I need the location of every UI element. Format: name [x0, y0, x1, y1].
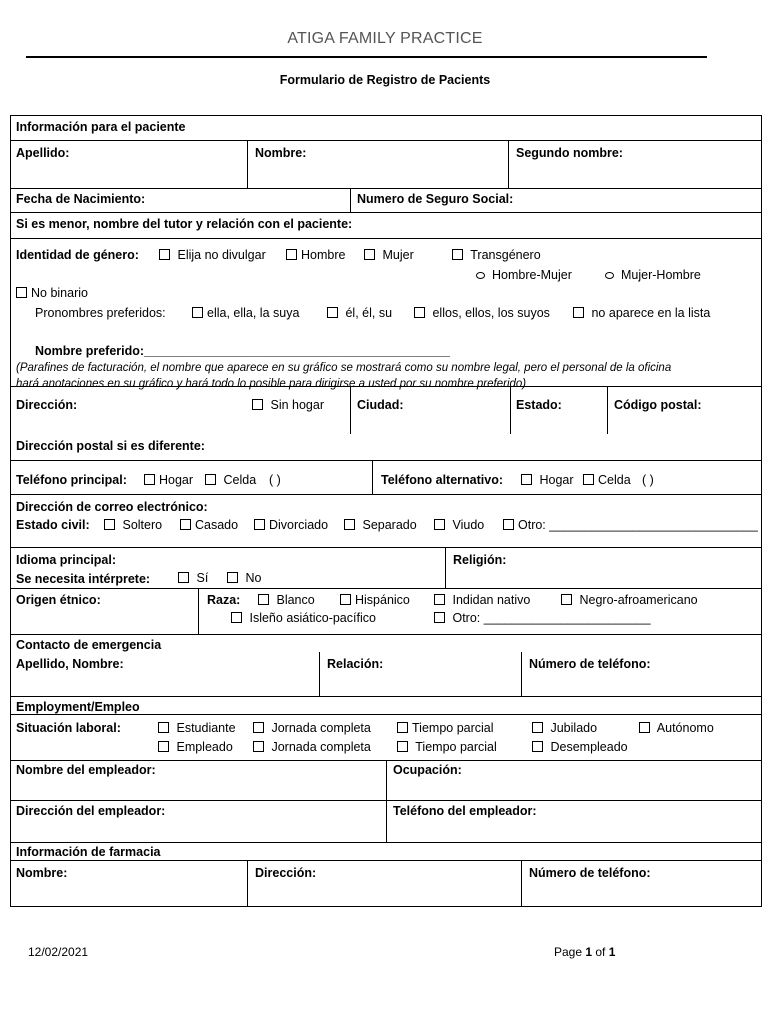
row-divider [11, 860, 761, 861]
col-divider [521, 652, 522, 696]
pharmacy-nombre-label: Nombre: [16, 866, 68, 880]
checkbox[interactable] [158, 722, 169, 733]
employment-option[interactable]: Jornada completa [253, 720, 371, 736]
checkbox[interactable] [227, 572, 238, 583]
col-divider [247, 860, 248, 906]
civil-option[interactable]: Separado [344, 517, 417, 533]
sin-hogar-option[interactable]: Sin hogar [252, 397, 324, 413]
radio[interactable] [476, 272, 485, 279]
telefono-empleador-label: Teléfono del empleador: [393, 804, 537, 818]
checkbox[interactable] [159, 249, 170, 260]
checkbox[interactable] [452, 249, 463, 260]
employment-option[interactable]: Empleado [158, 739, 233, 755]
correo-label: Dirección de correo electrónico: [16, 500, 208, 514]
checkbox[interactable] [583, 474, 594, 485]
raza-label: Raza: [207, 593, 241, 607]
nombre-preferido-field[interactable]: Nombre preferido:____________________________________________ [35, 344, 450, 358]
employment-option[interactable]: Desempleado [532, 739, 628, 755]
raza-option[interactable]: Otro: ________________________ [434, 610, 651, 626]
nombre-label: Nombre: [255, 146, 307, 160]
direccion-label: Dirección: [16, 398, 78, 412]
raza-option[interactable]: Negro-afroamericano [561, 592, 698, 608]
checkbox[interactable] [144, 474, 155, 485]
checkbox[interactable] [532, 741, 543, 752]
genero-option[interactable]: Elija no divulgar [159, 247, 266, 263]
checkbox[interactable] [205, 474, 216, 485]
checkbox[interactable] [258, 594, 269, 605]
checkbox[interactable] [180, 519, 191, 530]
checkbox[interactable] [532, 722, 543, 733]
checkbox[interactable] [252, 399, 263, 410]
checkbox[interactable] [254, 519, 265, 530]
practice-name: ATIGA FAMILY PRACTICE [287, 30, 483, 47]
pronombre-option[interactable]: ella, ella, la suya [192, 305, 299, 321]
civil-option[interactable]: Casado [180, 517, 238, 533]
estado-label: Estado: [516, 398, 562, 412]
checkbox[interactable] [253, 741, 264, 752]
ocupacion-label: Ocupación: [393, 763, 462, 777]
raza-option[interactable]: Hispánico [340, 592, 410, 608]
checkbox[interactable] [434, 612, 445, 623]
checkbox[interactable] [521, 474, 532, 485]
row-divider [11, 238, 761, 239]
checkbox[interactable] [104, 519, 115, 530]
col-divider [198, 588, 199, 634]
civil-option[interactable]: Divorciado [254, 517, 328, 533]
checkbox[interactable] [414, 307, 425, 318]
row-divider [11, 140, 761, 141]
seguro-social-label: Numero de Seguro Social: [357, 192, 514, 206]
checkbox[interactable] [434, 519, 445, 530]
pronombres-label: Pronombres preferidos: [35, 306, 166, 320]
checkbox[interactable] [397, 722, 408, 733]
religion-label: Religión: [453, 553, 507, 567]
col-divider [510, 386, 511, 434]
billing-note: (Parafines de facturación, el nombre que aparece en su gráfico se mostrará como su nombre legal, pero el personal de la oficina [16, 362, 672, 374]
checkbox[interactable] [639, 722, 650, 733]
segundo-nombre-label: Segundo nombre: [516, 146, 623, 160]
col-divider [607, 386, 608, 434]
section-pharmacy: Información de farmacia [16, 845, 161, 859]
radio[interactable] [605, 272, 614, 279]
pronombre-option[interactable]: no aparece en la lista [573, 305, 710, 321]
no-option[interactable]: No [227, 570, 261, 586]
genero-option[interactable]: No binario [16, 285, 88, 301]
row-divider [11, 188, 761, 189]
telefono-alternativo-label: Teléfono alternativo: [381, 473, 504, 487]
col-divider [445, 547, 446, 588]
section-emergency-contact: Contacto de emergencia [16, 638, 162, 652]
raza-option[interactable]: Indidan nativo [434, 592, 530, 608]
billing-note: hará anotaciones en su gráfico y hará todo lo posible para dirigirse a usted por su nombre preferido) [16, 378, 527, 390]
checkbox[interactable] [286, 249, 297, 260]
emergency-relacion-label: Relación: [327, 657, 384, 671]
pharmacy-telefono-label: Número de teléfono: [529, 866, 651, 880]
employment-option[interactable]: Autónomo [639, 720, 714, 736]
estado-civil-label: Estado civil: [16, 518, 90, 532]
celda-option[interactable]: Celda [205, 472, 256, 488]
checkbox[interactable] [344, 519, 355, 530]
row-divider [11, 494, 761, 495]
area-code: ( ) [642, 473, 654, 487]
col-divider [319, 652, 320, 696]
emergency-nombre-label: Apellido, Nombre: [16, 657, 124, 671]
row-divider [11, 634, 761, 635]
raza-option[interactable]: Isleño asiático-pacífico [231, 610, 376, 626]
employment-option[interactable]: Estudiante [158, 720, 236, 736]
checkbox[interactable] [434, 594, 445, 605]
employment-option[interactable]: Jubilado [532, 720, 597, 736]
genero-label: Identidad de género: [16, 248, 139, 262]
registration-form [10, 115, 762, 907]
col-divider [350, 188, 351, 212]
checkbox[interactable] [192, 307, 203, 318]
page-number: Page 1 of 1 [554, 945, 616, 959]
pronombre-option[interactable]: él, él, su [327, 305, 392, 321]
genero-option[interactable]: Mujer [364, 247, 414, 263]
footer-date: 12/02/2021 [28, 945, 89, 959]
col-divider [247, 140, 248, 188]
empleador-label: Nombre del empleador: [16, 763, 156, 777]
employment-option[interactable]: Jornada completa [253, 739, 371, 755]
area-code: ( ) [269, 473, 281, 487]
checkbox[interactable] [16, 287, 27, 298]
col-divider [386, 760, 387, 842]
emergency-telefono-label: Número de teléfono: [529, 657, 651, 671]
codigo-postal-label: Código postal: [614, 398, 702, 412]
col-divider [350, 386, 351, 434]
genero-option[interactable]: Hombre [286, 247, 345, 263]
title-divider [26, 56, 707, 58]
pronombre-option[interactable]: ellos, ellos, los suyos [414, 305, 550, 321]
genero-sub-option[interactable]: Mujer-Hombre [605, 267, 701, 283]
checkbox[interactable] [158, 741, 169, 752]
section-employment: Employment/Empleo [16, 700, 140, 714]
checkbox[interactable] [178, 572, 189, 583]
checkbox[interactable] [364, 249, 375, 260]
ciudad-label: Ciudad: [357, 398, 404, 412]
checkbox[interactable] [573, 307, 584, 318]
col-divider [521, 860, 522, 906]
section-patient-info: Información para el paciente [16, 120, 186, 134]
civil-option[interactable]: Soltero [104, 517, 162, 533]
hogar-option[interactable]: Hogar [144, 472, 193, 488]
checkbox[interactable] [397, 741, 408, 752]
row-divider [11, 696, 761, 697]
telefono-principal-label: Teléfono principal: [16, 473, 127, 487]
origen-label: Origen étnico: [16, 593, 101, 607]
col-divider [372, 460, 373, 494]
checkbox[interactable] [253, 722, 264, 733]
row-divider [11, 547, 761, 548]
checkbox[interactable] [340, 594, 351, 605]
row-divider [11, 212, 761, 213]
situacion-laboral-label: Situación laboral: [16, 721, 121, 735]
civil-option[interactable]: Viudo [434, 517, 484, 533]
checkbox[interactable] [561, 594, 572, 605]
form-title: Formulario de Registro de Pacients [279, 73, 491, 87]
si-option[interactable]: Sí [178, 570, 208, 586]
pharmacy-direccion-label: Dirección: [255, 866, 317, 880]
checkbox[interactable] [231, 612, 242, 623]
direccion-empleador-label: Dirección del empleador: [16, 804, 166, 818]
celda-option[interactable]: Celda [583, 472, 631, 488]
employment-option[interactable]: Tiempo parcial [397, 739, 497, 755]
employment-option[interactable]: Tiempo parcial [397, 720, 494, 736]
genero-sub-option[interactable]: Hombre-Mujer [476, 267, 572, 283]
direccion-postal-label: Dirección postal si es diferente: [16, 439, 205, 453]
civil-option[interactable]: Otro: ______________________________ [503, 517, 758, 533]
raza-option[interactable]: Blanco [258, 592, 315, 608]
fecha-nacimiento-label: Fecha de Nacimiento: [16, 192, 146, 206]
hogar-option[interactable]: Hogar [521, 472, 574, 488]
row-divider [11, 460, 761, 461]
row-divider [11, 588, 761, 589]
genero-option[interactable]: Transgénero [452, 247, 541, 263]
interprete-label: Se necesita intérprete: [16, 572, 151, 586]
apellido-label: Apellido: [16, 146, 70, 160]
row-divider [11, 842, 761, 843]
col-divider [508, 140, 509, 188]
checkbox[interactable] [327, 307, 338, 318]
checkbox[interactable] [503, 519, 514, 530]
idioma-label: Idioma principal: [16, 553, 117, 567]
tutor-label: Si es menor, nombre del tutor y relación con el paciente: [16, 217, 353, 231]
